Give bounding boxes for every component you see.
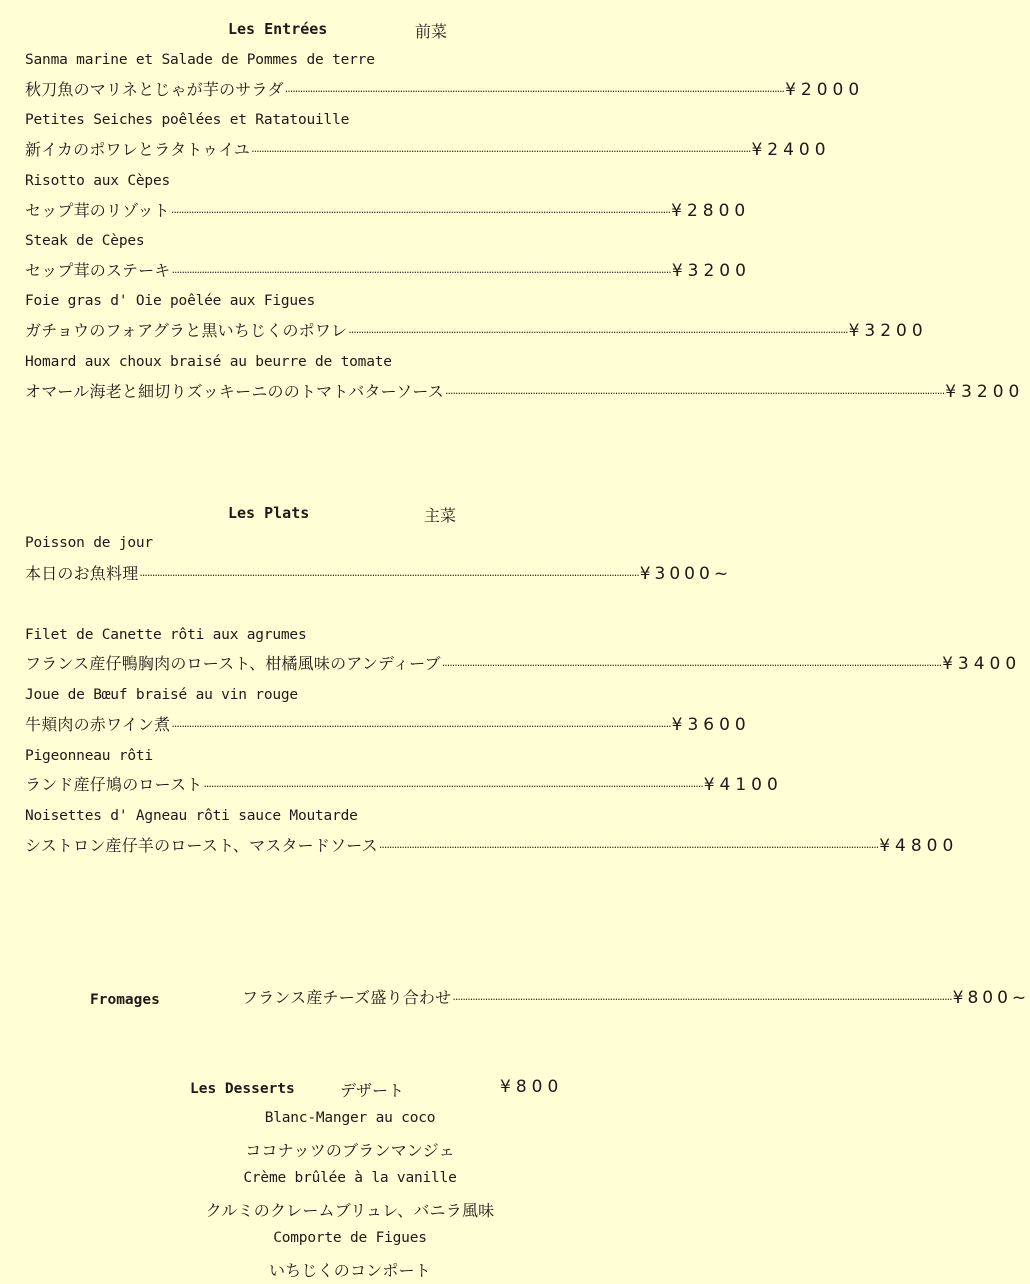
entree-price: ¥2400 [751, 140, 831, 160]
entree-fr-name: Steak de Cèpes [25, 233, 145, 249]
entree-price: ¥3200 [848, 321, 928, 341]
plat-jp-row [25, 715, 751, 737]
entree-price: ¥3200 [945, 382, 1025, 402]
plat-jp-name: ランド産仔鳩のロースト [25, 775, 203, 794]
dot-leader: ········································································································································································································ [441, 659, 942, 672]
dot-leader: ········································································································································································································ [203, 780, 703, 793]
plat-jp-row [25, 564, 733, 586]
entree-jp-name: セップ茸のステーキ [25, 261, 171, 280]
entree-jp-row [25, 140, 831, 162]
plats-title-jp: 主菜 [424, 506, 457, 525]
desserts-price: ¥800 [500, 1077, 564, 1097]
dessert-fr-name: Comporte de Figues [273, 1230, 427, 1246]
dot-leader: ········································································································································································································ [139, 569, 639, 582]
dessert-jp-name: クルミのクレームブリュレ、バニラ風味 [205, 1201, 495, 1220]
entree-jp-row [25, 80, 865, 102]
dessert-jp-name: ココナッツのブランマンジェ [245, 1141, 455, 1160]
dessert-fr-name: Crème brûlée à la vanille [243, 1170, 457, 1186]
dot-leader: ········································································································································································································ [251, 145, 751, 158]
dot-leader: ········································································································································································································ [284, 85, 785, 98]
entree-jp-name: 秋刀魚のマリネとじゃが芋のサラダ [25, 80, 284, 99]
plat-fr-name: Filet de Canette rôti aux agrumes [25, 627, 307, 643]
dessert-jp-name: いちじくのコンポート [268, 1261, 431, 1280]
plat-price: ¥4100 [703, 775, 783, 795]
plat-jp-name: 本日のお魚料理 [25, 564, 139, 583]
dot-leader: ········································································································································································································ [171, 720, 671, 733]
plat-jp-row [25, 836, 959, 858]
dot-leader: ········································································································································································································ [170, 206, 671, 219]
plat-price: ¥3000~ [639, 564, 733, 584]
plat-fr-name: Poisson de jour [25, 535, 153, 551]
plat-jp-row [25, 775, 783, 797]
entree-fr-name: Risotto aux Cèpes [25, 173, 171, 189]
dot-leader: ········································································································································································································ [444, 387, 945, 400]
dot-leader: ········································································································································································································ [171, 266, 671, 279]
plat-jp-name: フランス産仔鴨胸肉のロースト、柑橘風味のアンディーブ [25, 654, 441, 673]
fromages-jp-name: フランス産チーズ盛り合わせ [242, 988, 452, 1007]
fromages-label: Fromages [90, 992, 160, 1008]
dot-leader: ········································································································································································································ [348, 326, 848, 339]
entree-fr-name: Homard aux choux braisé au beurre de tomate [25, 354, 392, 370]
plats-title-fr: Les Plats [228, 504, 310, 522]
dot-leader: ········································································································································································································ [378, 841, 879, 854]
plat-fr-name: Joue de Bœuf braisé au vin rouge [25, 687, 298, 703]
plat-jp-name: シストロン産仔羊のロースト、マスタードソース [25, 836, 378, 855]
plat-price: ¥3600 [671, 715, 751, 735]
entree-jp-row [25, 382, 1025, 404]
entree-fr-name: Foie gras d' Oie poêlée aux Figues [25, 293, 316, 309]
entree-jp-name: ガチョウのフォアグラと黒いちじくのポワレ [25, 321, 348, 340]
entree-price: ¥2800 [671, 201, 751, 221]
desserts-title-jp: デザート [340, 1081, 405, 1100]
entree-jp-row [25, 321, 928, 343]
entrees-title-fr: Les Entrées [228, 20, 328, 38]
entree-fr-name: Sanma marine et Salade de Pommes de terre [25, 52, 375, 68]
entree-price: ¥3200 [671, 261, 751, 281]
plat-fr-name: Noisettes d' Agneau rôti sauce Moutarde [25, 808, 358, 824]
dessert-fr-name: Blanc-Manger au coco [264, 1110, 436, 1126]
fromages-price: ¥800~ [952, 988, 1030, 1008]
entree-fr-name: Petites Seiches poêlées et Ratatouille [25, 112, 350, 128]
entree-jp-row [25, 201, 751, 223]
entree-jp-name: 新イカのポワレとラタトゥイユ [25, 140, 251, 159]
desserts-title-fr: Les Desserts [190, 1081, 295, 1097]
plat-price: ¥3400 [942, 654, 1022, 674]
plat-fr-name: Pigeonneau rôti [25, 748, 153, 764]
entrees-title-jp: 前菜 [415, 22, 448, 41]
entree-jp-name: セップ茸のリゾット [25, 201, 170, 220]
plat-jp-row [25, 654, 1022, 676]
fromages-row [242, 988, 1030, 1010]
plat-price: ¥4800 [879, 836, 959, 856]
entree-price: ¥2000 [785, 80, 865, 100]
entree-jp-name: オマール海老と細切りズッキーニののトマトバターソース [25, 382, 444, 401]
dot-leader: ········································································································································································································ [452, 993, 952, 1006]
entree-jp-row [25, 261, 751, 283]
plat-jp-name: 牛頬肉の赤ワイン煮 [25, 715, 171, 734]
